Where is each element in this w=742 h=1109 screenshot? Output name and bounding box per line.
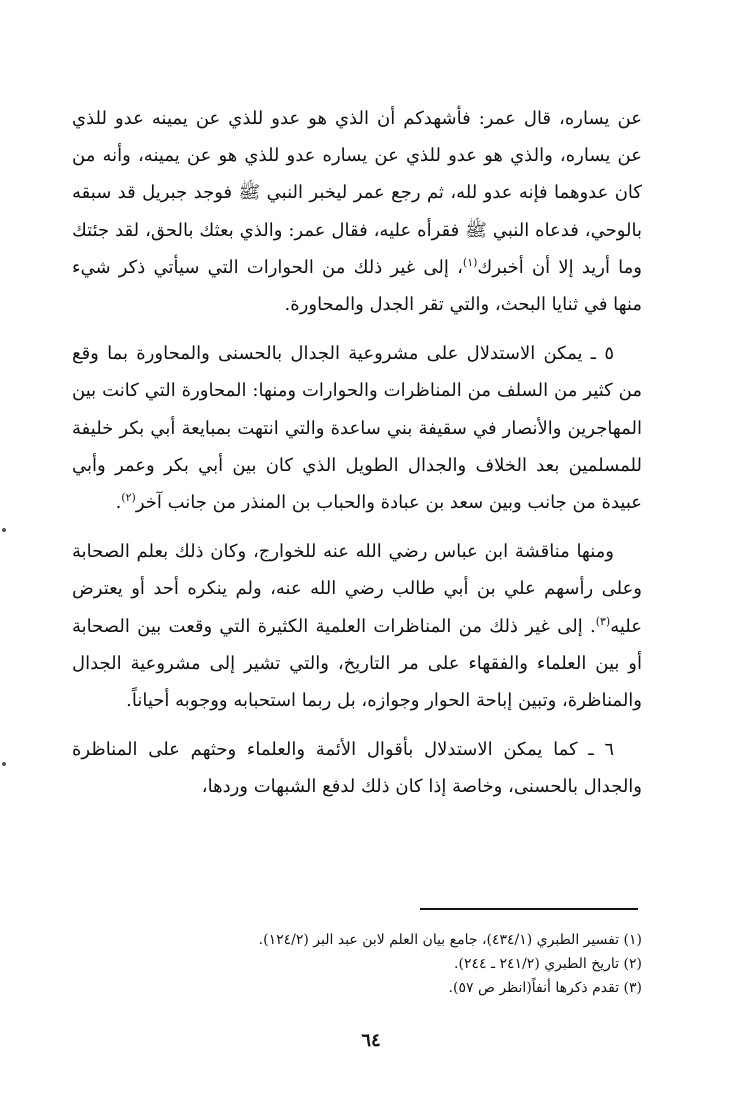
paragraph-1: عن يساره، قال عمر: فأشهدكم أن الذي هو عدو للذي عن يمينه عدو للذي عن يساره، والذي هو عدو للذي عن يساره عدو للذي هو عن يمينه، وأنه من كان عدوهما فإنه عدو لله، ثم رجع عمر ليخبر النبي ﷺ فوجد جبريل قد سبقه بالوحي، فدعاه النبي ﷺ فقرأه عليه، فقال عمر: والذي بعثك بالحق، لقد جئتك وما أريد إلا أن أخبرك$^{(١)}$، إلى غير ذلك من الحوارات التي سيأتي ذكر شيء منها في ثنايا البحث، والتي تقر الجدل والمحاورة. xyxy=(72,108,642,316)
main-text xyxy=(72,100,642,806)
page-number: ٦٤ xyxy=(361,1030,381,1051)
paragraph-2: ٥ ـ يمكن الاستدلال على مشروعية الجدال بالحسنى والمحاورة بما وقع من كثير من السلف من المناظرات والحوارات ومنها: المحاورة التي كانت بين المهاجرين والأنصار في سقيفة بني ساعدة والتي انتهت بمبايعة أبي بكر خليفة للمسلمين بعد الخلاف والجدال الطويل الذي كان بين أبي بكر وعمر وأبي عبيدة من جانب وبين سعد بن عبادة والحباب بن المنذر من جانب آخر$^{(٢)}$. xyxy=(72,343,642,514)
footnote-separator xyxy=(420,908,638,910)
footnote-1: (١) تفسير الطبري (٤٣٤/١)، جامع بيان العلم لابن عبد البر (١٢٤/٢). xyxy=(258,932,642,948)
paragraph-4: ٦ ـ كما يمكن الاستدلال بأقوال الأئمة والعلماء وحثهم على المناظرة والجدال بالحسنى، وخاصة إذا كان ذلك لدفع الشبهات وردها، xyxy=(72,739,642,798)
footnote-2: (٢) تاريخ الطبري (٢٤١/٢ ـ ٢٤٤). xyxy=(454,956,642,972)
footnote-ref-1[interactable]: (١) xyxy=(462,255,478,269)
footnote-3: (٣) تقدم ذكرها أنفاً(انظر ص ٥٧). xyxy=(448,980,642,996)
footnote-ref-3[interactable]: (٣) xyxy=(595,614,611,628)
scan-mark xyxy=(2,528,6,532)
footnote-ref-2[interactable]: (٢) xyxy=(121,491,136,505)
paragraph-3: ومنها مناقشة ابن عباس رضي الله عنه للخوارج، وكان ذلك بعلم الصحابة وعلى رأسهم علي بن أبي طالب رضي الله عنه، ولم ينكره أحد أو يعترض عليه$^{(٣)}$. إلى غير ذلك من المناظرات العلمية الكثيرة التي وقعت بين الصحابة أو بين العلماء والفقهاء على مر التاريخ، والتي تشير إلى مشروعية الجدال والمناظرة، وتبين إباحة الحوار وجوازه، بل ربما استحبابه ووجوبه أحياناً. xyxy=(72,541,642,712)
footnotes xyxy=(72,928,642,1000)
scan-mark xyxy=(2,762,6,766)
